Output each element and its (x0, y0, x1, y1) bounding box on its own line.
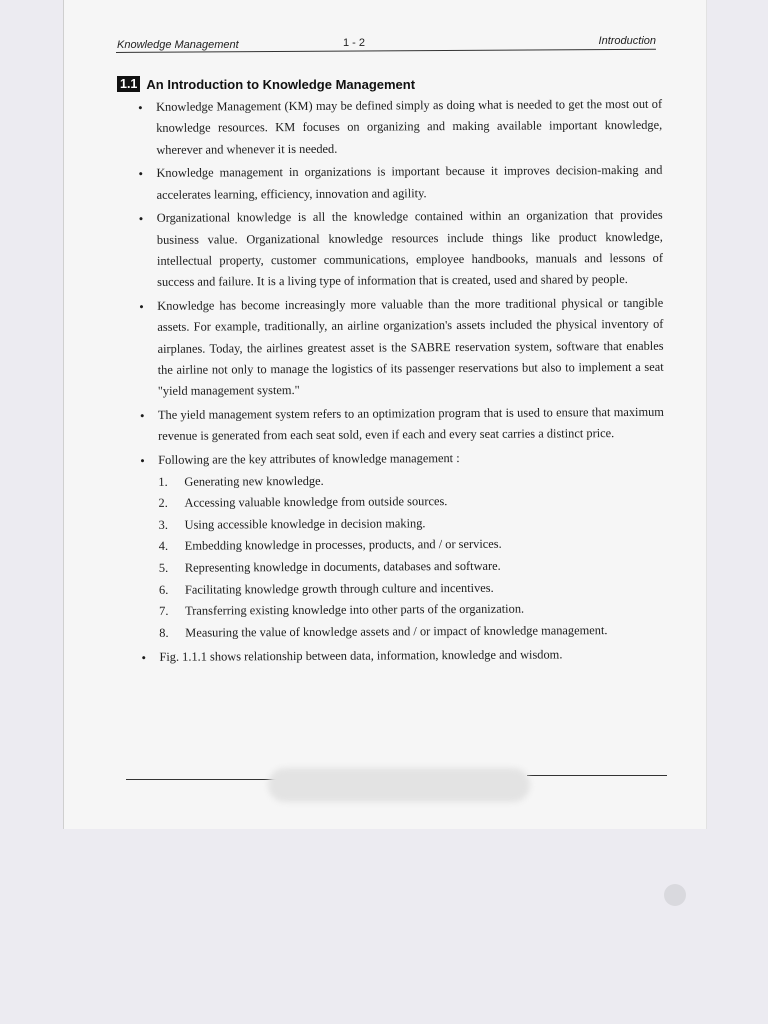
section-number: 1.1 (117, 76, 140, 92)
bullet-text: The yield management system refers to an optimization program that is used to ensure that maximum revenue is generated from each seat sold, even if each and every seat carries a distinct price. (157, 404, 664, 444)
bullet-text: Knowledge Management (KM) may be defined simply as doing what is needed to get the most out of knowledge resources. KM focuses on organizing and making available important knowledge, wherever and whenever it is needed. (156, 96, 663, 157)
bullet-icon: • (139, 299, 144, 315)
header-chapter-title: Introduction (598, 35, 656, 47)
list-item (159, 533, 665, 558)
list-number: 6. (158, 582, 169, 597)
bullet-icon: • (139, 408, 145, 424)
list-text: Measuring the value of knowledge assets and / or impact of knowledge management. (185, 622, 608, 640)
bullet-text: Organizational knowledge is all the knowledge contained within an organization that provides business value. Organizational knowledge resources include things like product knowledge, intellectual property, customer communications, employee handbooks, manuals and lessons of success and failure. It is a living type of information that is created, used and shared by people. (156, 208, 664, 290)
bullet-text: Following are the key attributes of knowledge management : (158, 451, 460, 468)
list-text: Generating new knowledge. (184, 473, 324, 489)
bullet-icon: • (141, 649, 147, 665)
list-number: 7. (159, 603, 169, 618)
header-book-title: Knowledge Management (117, 39, 239, 51)
bullet-item (135, 293, 664, 403)
footer-rule-right (527, 775, 667, 776)
bullet-item (134, 160, 662, 206)
bullet-item (137, 644, 665, 669)
list-item (159, 512, 665, 537)
section-heading (117, 76, 415, 92)
list-number: 4. (158, 539, 169, 554)
list-item (159, 576, 665, 601)
section-title: An Introduction to Knowledge Management (146, 76, 416, 92)
bullet-item (134, 94, 662, 161)
list-text: Representing knowledge in documents, databases and software. (184, 558, 501, 575)
list-text: Accessing valuable knowledge from outside sources. (184, 494, 448, 510)
bullet-icon: • (138, 166, 144, 182)
bullet-text: Fig. 1.1.1 shows relationship between data, information, knowledge and wisdom. (159, 647, 563, 664)
touch-indicator-icon (664, 884, 686, 906)
list-text: Facilitating knowledge growth through culture and incentives. (184, 580, 494, 597)
bullet-icon: • (140, 453, 145, 469)
bullet-icon: • (138, 211, 144, 227)
bullet-item (135, 205, 664, 293)
bullet-item (136, 447, 665, 644)
body-content (134, 94, 665, 671)
list-number: 3. (158, 517, 168, 532)
list-text: Embedding knowledge in processes, products, and / or services. (184, 537, 502, 554)
list-number: 2. (158, 495, 168, 510)
list-item (158, 468, 664, 493)
bullet-icon: • (138, 99, 143, 115)
bullet-text: Knowledge management in organizations is important because it improves decision-making and accelerates learning, efficiency, innovation and agility. (156, 163, 663, 202)
list-number: 5. (158, 560, 169, 575)
list-item (159, 598, 665, 623)
list-item (158, 490, 664, 515)
attributes-list (158, 468, 665, 644)
header-page-number: 1 - 2 (343, 37, 366, 49)
list-text: Transferring existing knowledge into other parts of the organization. (185, 601, 525, 618)
list-item (159, 619, 665, 644)
bullet-text: Knowledge has become increasingly more valuable than the more traditional physical or tangible assets. For example, traditionally, an airline organization's assets included the physical inventory of airplanes. Today, the airlines greatest asset is the SABRE reservation system, software that enables the airline not only to manage the logistics of its passenger reservations but also to implement a seat "yield management system." (157, 295, 664, 399)
bullet-item (136, 402, 664, 448)
list-item (159, 555, 665, 580)
list-number: 1. (158, 474, 168, 489)
list-text: Using accessible knowledge in decision making. (184, 515, 426, 532)
list-number: 8. (159, 625, 169, 640)
footer-rule-left (126, 779, 276, 780)
redacted-smudge (268, 768, 530, 802)
